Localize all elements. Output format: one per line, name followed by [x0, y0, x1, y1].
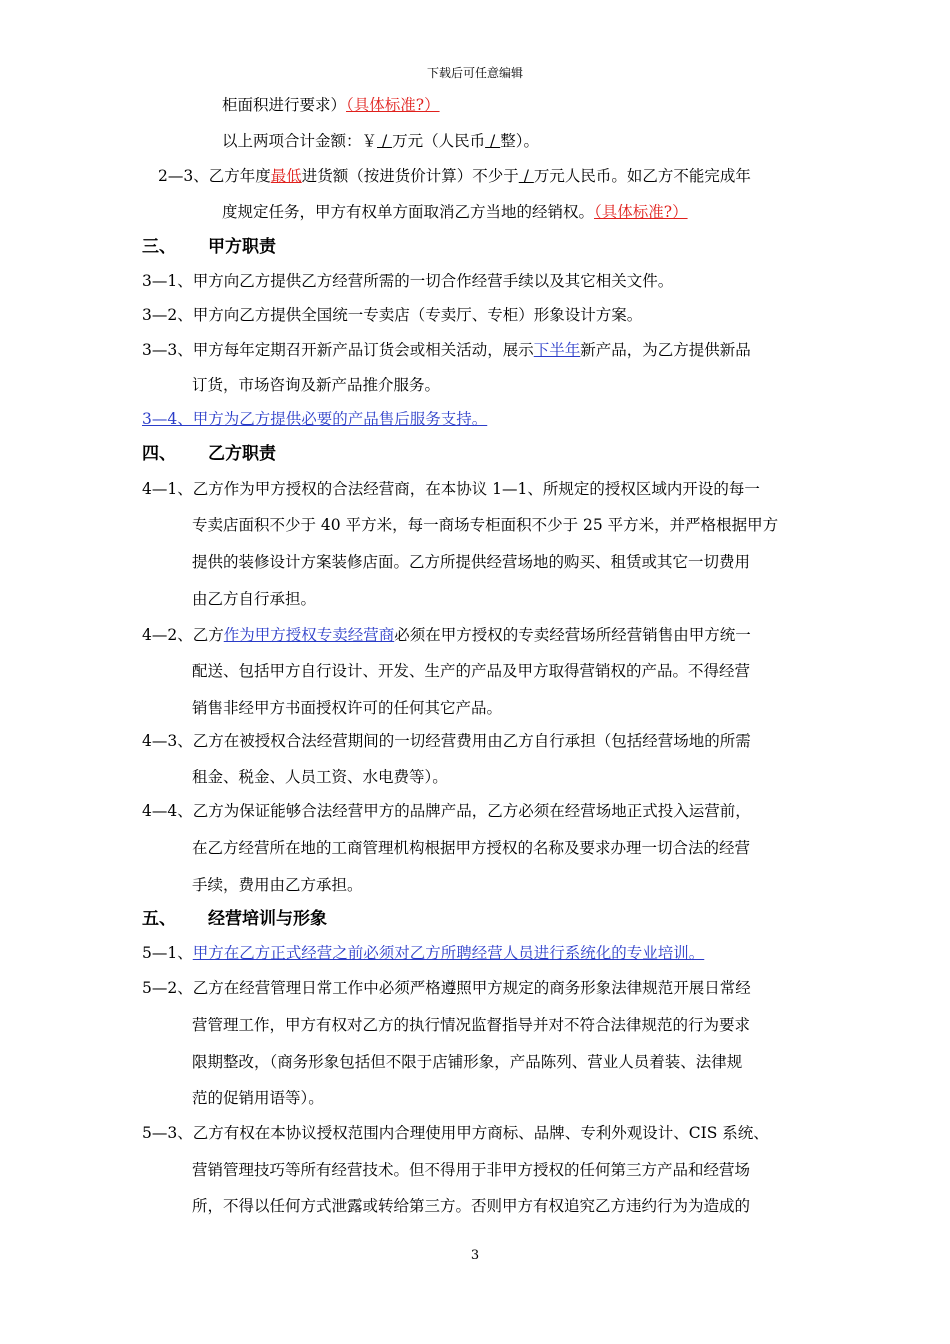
red-note: 最低	[270, 167, 302, 185]
page-number: 3	[470, 1248, 480, 1263]
text-line: 手续，费用由乙方承担。	[192, 876, 363, 894]
text-line: 3—3、甲方每年定期召开新产品订货会或相关活动，展示下半年新产品，为乙方提供新品	[142, 341, 751, 359]
text-line: 5—3、乙方有权在本协议授权范围内合理使用甲方商标、品牌、专利外观设计、CIS 系统、	[142, 1124, 769, 1142]
text-line: 所，不得以任何方式泄露或转给第三方。否则甲方有权追究乙方违约行为为造成的	[192, 1197, 751, 1215]
text-line: 4—3、乙方在被授权合法经营期间的一切经营费用由乙方自行承担（包括经营场地的所需	[142, 732, 751, 750]
text-line: 4—4、乙方为保证能够合法经营甲方的品牌产品，乙方必须在经营场地正式投入运营前，	[142, 802, 751, 820]
text-line: 度规定任务，甲方有权单方面取消乙方当地的经销权。（具体标准?）	[222, 203, 688, 221]
text-line: 配送、包括甲方自行设计、开发、生产的产品及甲方取得营销权的产品。不得经营	[192, 662, 751, 680]
text-line: 范的促销用语等）。	[192, 1089, 324, 1107]
text-line: 4—1、乙方作为甲方授权的合法经营商，在本协议 1—1、所规定的授权区域内开设的每一	[142, 480, 760, 498]
blue-revision: 下半年	[533, 341, 581, 359]
blue-revision: 3—4、甲方为乙方提供必要的产品售后服务支持。	[142, 410, 488, 428]
text-line: 订货，市场咨询及新产品推介服务。	[192, 376, 441, 394]
text-line: 租金、税金、人员工资、水电费等）。	[192, 768, 448, 786]
text-line: 专卖店面积不少于 40 平方米，每一商场专柜面积不少于 25 平方米，并严格根据甲方	[192, 516, 779, 534]
text-line: 3—2、甲方向乙方提供全国统一专卖店（专卖厅、专柜）形象设计方案。	[142, 306, 643, 324]
text-line: 2—3、乙方年度最低进货额（按进货价计算）不少于 / 万元人民币。如乙方不能完成年	[158, 167, 751, 185]
page-header: 下载后可任意编辑	[426, 66, 523, 80]
section-heading: 五、 经营培训与形象	[142, 909, 327, 929]
text-line: 销售非经甲方书面授权许可的任何其它产品。	[192, 699, 503, 717]
blue-revision: 甲方在乙方正式经营之前必须对乙方所聘经营人员进行系统化的专业培训。	[192, 944, 705, 962]
blue-revision: 作为甲方授权专卖经营商	[223, 626, 395, 644]
text-line: 在乙方经营所在地的工商管理机构根据甲方授权的名称及要求办理一切合法的经营	[192, 839, 751, 857]
red-note: （具体标准?）	[346, 96, 440, 114]
text-line: 柜面积进行要求）（具体标准?）	[222, 96, 440, 114]
text-line: 由乙方自行承担。	[192, 590, 317, 608]
text-line: 营管理工作，甲方有权对乙方的执行情况监督指导并对不符合法律规范的行为要求	[192, 1016, 751, 1034]
section-heading: 三、 甲方职责	[142, 237, 276, 257]
red-note: （具体标准?）	[594, 203, 688, 221]
text-line: 3—1、甲方向乙方提供乙方经营所需的一切合作经营手续以及其它相关文件。	[142, 272, 674, 290]
text-line: 5—1、甲方在乙方正式经营之前必须对乙方所聘经营人员进行系统化的专业培训。	[142, 944, 705, 962]
text-line: 4—2、乙方作为甲方授权专卖经营商必须在甲方授权的专卖经营场所经营销售由甲方统一	[142, 626, 751, 644]
section-heading: 四、 乙方职责	[142, 444, 276, 464]
text-line: 以上两项合计金额：￥ / 万元（人民币 / 整）。	[222, 132, 539, 150]
text-line: 5—2、乙方在经营管理日常工作中必须严格遵照甲方规定的商务形象法律规范开展日常经	[142, 979, 751, 997]
text-line: 提供的装修设计方案装修店面。乙方所提供经营场地的购买、租赁或其它一切费用	[192, 553, 751, 571]
text-line: 营销管理技巧等所有经营技术。但不得用于非甲方授权的任何第三方产品和经营场	[192, 1161, 751, 1179]
text-line: 限期整改，（商务形象包括但不限于店铺形象，产品陈列、营业人员着装、法律规	[192, 1053, 743, 1071]
